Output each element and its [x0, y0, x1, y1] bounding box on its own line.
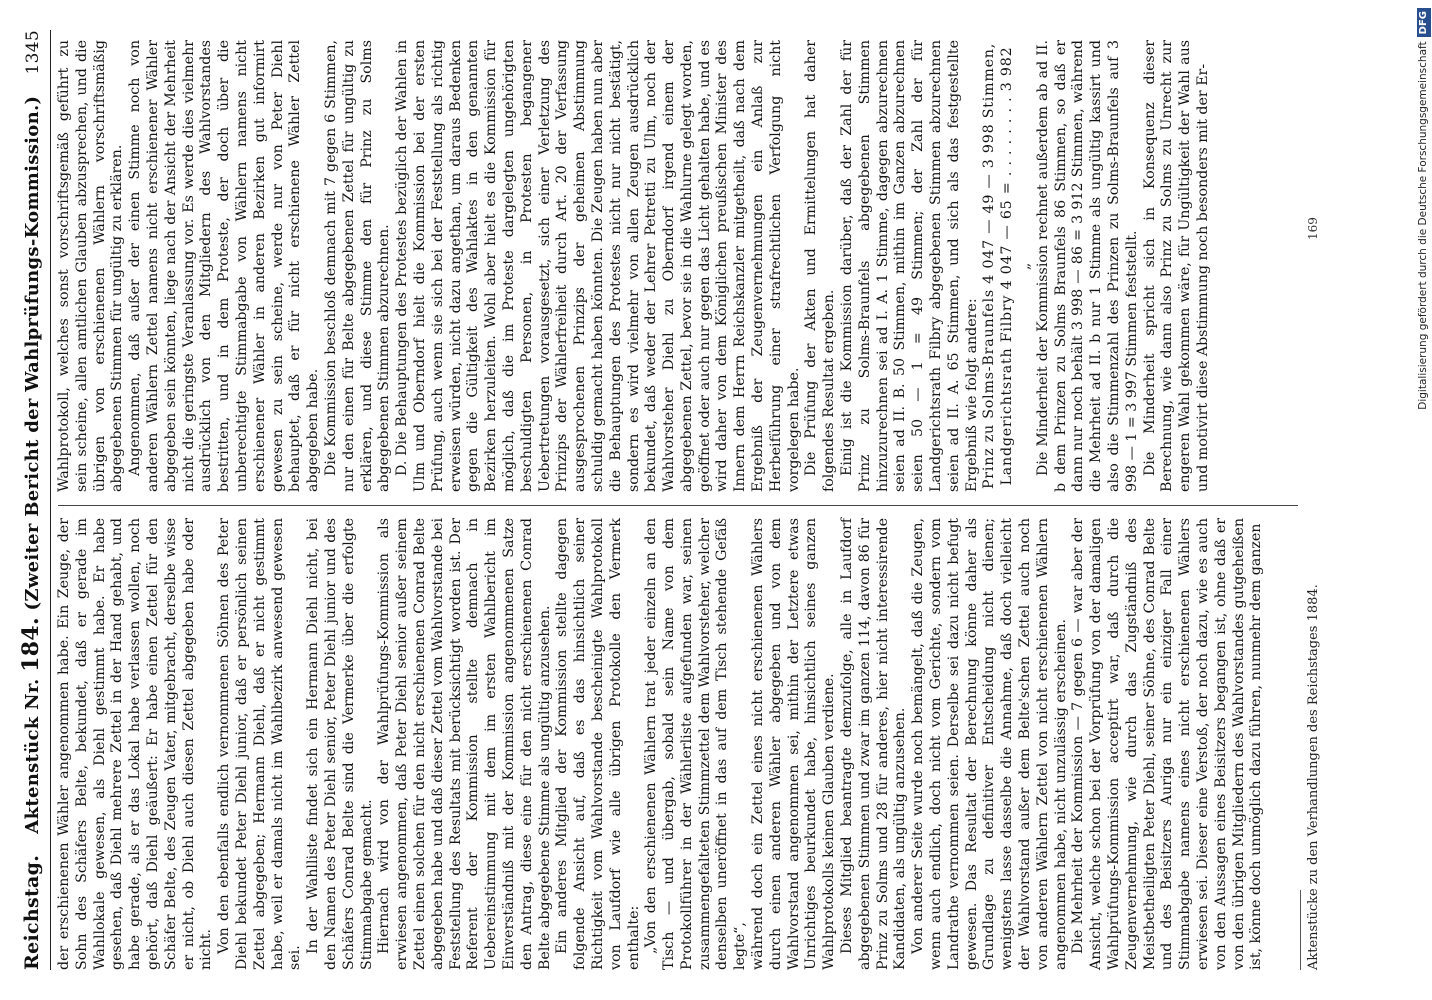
credit-text: Digitalisierung gefördert durch die Deutsche Forschungsgemeinschaft — [1417, 41, 1429, 410]
left-column — [56, 518, 1266, 970]
header-center-suffix: (Zweiter Bericht der Wahlprüfungs-Kommission.) — [22, 95, 43, 611]
paragraph: Die Minderheit spricht sich in Konsequenz dieser Berechnung, wie dann also Prinz zu Solms zu Unrecht zur engeren Wahl gekommen wäre, für Ungültigkeit der Wahl aus und motivirt diese Abstimmung noch besonders mit der Er- — [1141, 40, 1211, 492]
paragraph: Dieses Mitglied beantragte demzufolge, alle in Laufdorf abgegebenen Stimmen und zwar im ganzen 114, davon 86 für Prinz zu Solms und 28 für anderes, hier nicht interessirende Kandidaten, als ungültig anzusehen. — [839, 518, 909, 970]
paragraph: Angenommen, daß außer der einen Stimme noch von anderen Wählern Zettel namens nicht erschienener Wähler abgegeben sein könnten, liege nach der Ansicht der Mehrheit nicht die geringste Veranlassung vor. Es werde dies vielmehr ausdrücklich von den Mitgliedern des Wahlvorstandes bestritten, und in dem Proteste, der doch über die unberechtigte Stimmabgabe von Wählern namens nicht erschienener Wähler in anderen Bezirken gut informirt gewesen zu sein scheine, werde nur von Peter Diehl behauptet, daß er für nicht erschienene Wähler Zettel abgegeben habe. — [127, 40, 322, 492]
paragraph: während doch ein Zettel eines nicht erschienenen Wählers durch einen anderen Wähler abgegeben und von dem Wahlvorstand angenommen sei, mithin der Letztere etwas Unrichtiges beurkundet habe, hinsichtlich seines ganzen Wahlprotokolls keinen Glauben verdiene. — [750, 518, 838, 970]
right-column — [56, 40, 1213, 492]
paragraph: D. Die Behauptungen des Protestes bezüglich der Wahlen in Ulm und Oberndorf hielt die Kommission bei der ersten Prüfung, auch wenn sie sich bei der Feststellung als richtig erweisen würden, nicht dazu angethan, um daraus Bedenken gegen die Gültigkeit des Wahlaktes in den genannten Bezirken herzuleiten. Wohl aber hielt es die Kommission für möglich, daß die im Proteste dargelegten ungehörigten beschuldigten Personen, in Protesten begangener Uebertretungen vorausgesetzt, sich einer Verletzung des Prinzips der Wählerfreiheit durch Art. 20 der Verfassung ausgesprochenen Prinzips der geheimen Abstimmung schuldig gemacht haben könnten. Die Zeugen haben nun aber die Behauptungen des Protestes nicht nur nicht bestätigt, sondern es wird vielmehr von allen Zeugen ausdrücklich bekundet, daß weder der Lehrer Petretti zu Ulm, noch der Wahlvorsteher Diehl zu Oberndorf irgend einem der abgegebenen Zettel, bevor sie in die Wahlurne gelegt worden, geöffnet oder auch nur gegen das Licht gehalten habe, und es wird daher von dem Königlichen preußischen Minister des Innern dem Herrn Reichskanzler mitgetheilt, daß nach dem Ergebniß der Zeugenvernehmungen ein Anlaß zur Herbeiführung einer strafrechtlichen Verfolgung nicht vorgelegen habe. — [394, 40, 802, 492]
paragraph: Die Minderheit der Kommission rechnet außerdem ab ad II. b dem Prinzen zu Solms Braunfels 86 Stimmen, so daß er dann nur noch behält 3 998 — 86 = 3 912 Stimmen, während die Mehrheit ad II. b nur 1 Stimme als ungültig kassirt und also die Stimmenzahl des Prinzen zu Solms-Braunfels auf 3 998 — 1 = 3 997 Stimmen feststellt. — [1034, 40, 1140, 492]
paragraph: Von den ebenfalls endlich vernommenen Söhnen des Peter Diehl bekundet Peter Diehl junior, daß er persönlich seinen Zettel abgegeben; Hermann Diehl, daß er nicht gestimmt habe, weil er damals nicht im Wahlbezirk anwesend gewesen sei. — [216, 518, 304, 970]
header-left: Reichstag. — [21, 854, 43, 970]
page-signature: 169 — [1306, 217, 1320, 240]
paragraph: Einig ist die Kommission darüber, daß der Zahl der für Prinz zu Solms-Braunfels abgegebenen Stimmen hinzuzurechnen sei ad I. A. 1 Stimme, dagegen abzurechnen seien ad II. B. 50 Stimmen, mithin im Ganzen abzurechnen seien 50 — 1 = 49 Stimmen; der Zahl der für Landgerichtsrath Filbry abgegebenen Stimmen abzurechnen seien ad II. A. 65 Stimmen, und sich als das festgestellte Ergebniß wie folgt andere: — [839, 40, 980, 492]
header-center-prefix: Aktenstück Nr. — [22, 678, 43, 834]
paragraph: der erschienenen Wähler angenommen habe. Ein Zeuge, der Sohn des Schäfers Belte, bekundet, daß er gerade im Wahllokale gewesen, als Diehl gestimmt habe. Er habe gesehen, daß Diehl mehrere Zettel in der Hand gehabt, und habe gerade, als er das Lokal habe verlassen wollen, noch gehört, daß Diehl geäußert: Er habe einen Zettel für den Schäfer Belte, des Zeugen Vater, mitgebracht, derselbe wisse er nicht, ob Diehl auch diesen Zettel abgegeben habe oder nicht. — [56, 518, 215, 970]
paragraph: In der Wahlliste findet sich ein Hermann Diehl nicht, bei den Namen des Peter Diehl senior, Peter Diehl junior und des Schäfers Conrad Belte sind die Vermerke über die erfolgte Stimmabgabe gemacht. — [305, 518, 375, 970]
footnote-rule — [1300, 890, 1301, 970]
running-head — [18, 30, 48, 970]
paragraph: Von anderer Seite wurde noch bemängelt, daß die Zeugen, wenn auch endlich, doch nicht vom Gerichte, sondern vom Landrathe vernommen seien. Derselbe sei dazu nicht befugt gewesen. Das Resultat der Berechnung könne daher als Grundlage zu definitiver Entscheidung nicht dienen; wenigstens lasse dasselbe die Annahme, daß doch vielleicht der Wahlvorstand außer dem Belte'schen Zettel auch noch von anderen Wählern Zettel von nicht erschienenen Wählern angenommen habe, nicht unzulässig erscheinen. — [910, 518, 1069, 970]
paragraph: Hiernach wird von der Wahlprüfungs-Kommission als erwiesen angenommen, daß Peter Diehl senior außer seinem Zettel einen solchen für den nicht erschienenen Conrad Belte abgegeben habe und daß dieser Zettel vom Wahlvorstande bei Feststellung des Resultats mit berücksichtigt worden ist. Der Referent der Kommission stellte demnach in Uebereinstimmung mit dem im ersten Wahlbericht im Einverständniß mit der Kommission angenommenen Satze den Antrag, diese eine für den nicht erschienenen Conrad Belte abgegebene Stimme als ungültig anzusehen. — [376, 518, 553, 970]
paragraph: Wahlprotokoll, welches sonst vorschriftsgemäß geführt zu sein scheine, allen amtlichen Glauben abzusprechen, und die übrigen von erschienenen Wählern vorschriftsmäßig abgegebenen Stimmen für ungültig zu erklären. — [56, 40, 126, 492]
result-line: Landgerichtsrath Filbry 4 047 — 65 = . . . . . . . . 3 982 „ — [999, 46, 1034, 486]
paragraph: Die Kommission beschloß demnach mit 7 gegen 6 Stimmen, nur den einen für Belte abgegebenen Zettel für ungültig zu erklären, und diese Stimme den für Prinz zu Solms abgegebenen Stimmen abzurechnen. — [322, 40, 393, 492]
header-number: 184. — [18, 617, 44, 672]
paragraph: „Von den erschienenen Wählern trat jeder einzeln an den Tisch — und übergab, sobald sein Name von dem Protokollführer in der Wählerliste aufgefunden war, seinen zusammengefalteten Stimmzettel dem Wahlvorsteher, welcher denselben uneröffnet in das auf dem Tisch stehende Gefäß legte“, — [643, 518, 749, 970]
footnote: Aktenstücke zu den Verhandlungen des Reichstages 1884. — [1306, 584, 1321, 970]
header-center — [18, 96, 44, 834]
column-divider — [58, 505, 1298, 506]
dfg-logo: DFG — [1417, 8, 1431, 37]
digitization-credit — [1414, 8, 1432, 598]
header-rule — [50, 30, 51, 970]
result-line: Prinz zu Solms-Braunfels 4 047 — 49 — 3 998 Stimmen, — [981, 42, 998, 490]
paragraph: Ein anderes Mitglied der Kommission stellte dagegen folgende Ansicht auf, daß es das hinsichtlich seiner Richtigkeit vom Wahlvorstande bescheinigte Wahlprotokoll von Laufdorf wie alle übrigen Protokolle den Vermerk enthalte: — [554, 518, 642, 970]
paragraph: Die Mehrheit der Kommission — 7 gegen 6 — war aber der Ansicht, welche schon bei der Vorprüfung von der damaligen Wahlprüfungs-Kommission acceptirt war, daß durch die Zeugenvernehmung, wie durch das Zugständniß des Meistbetheiligten Peter Diehl, seiner Söhne, des Conrad Belte und des Beisitzers Auriga nur ein einziger Fall einer Stimmabgabe namens eines nicht erschienenen Wählers erwiesen sei. Dieser eine Verstoß, der noch dazu, wie es auch von den Aussagen eines Beisitzers begangen ist, ohne daß er von den übrigen Mitgliedern des Wahlvorstandes gutgeheißen ist, könne doch unmöglich dazu führen, nunmehr dem ganzen — [1070, 518, 1265, 970]
paragraph: Die Prüfung der Akten und Ermittelungen hat daher folgendes Resultat ergeben. — [803, 40, 838, 492]
page-number: 1345 — [23, 30, 43, 75]
